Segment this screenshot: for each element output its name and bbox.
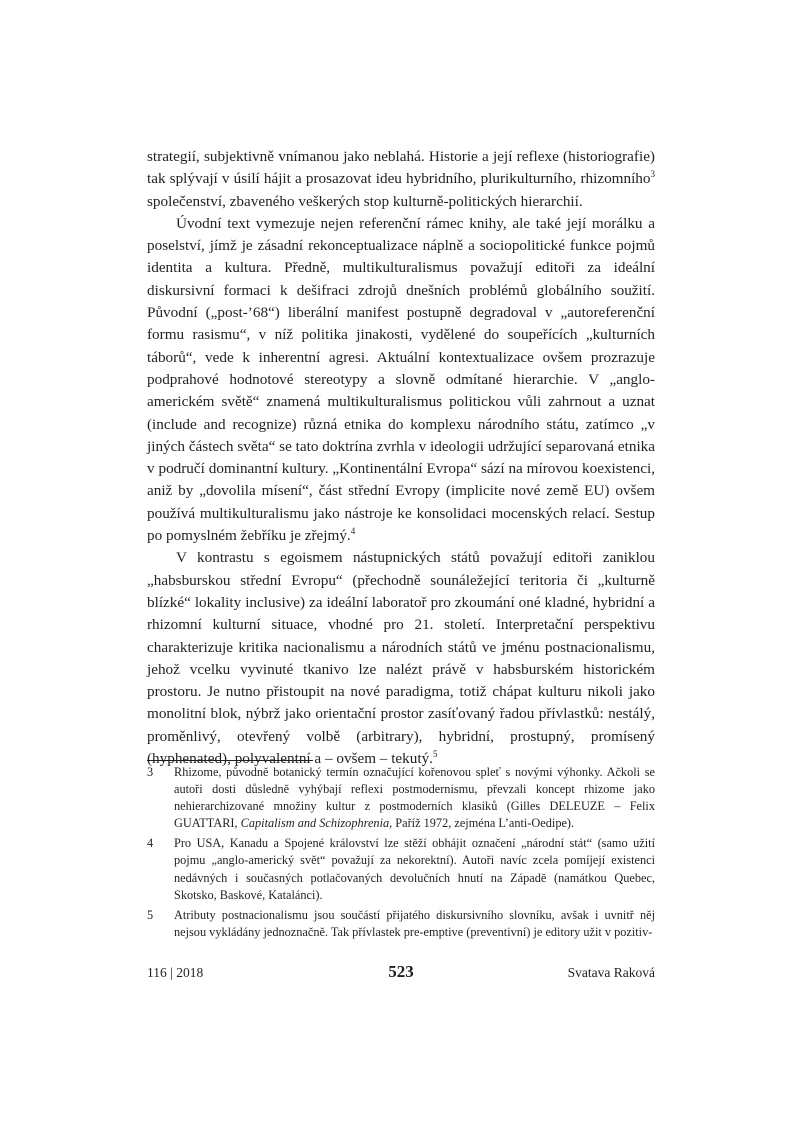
footnote-text: Rhizome, původně botanický termín označující kořenovou spleť s novými výhonky. Ačkoli se autoři dosti důsledně vyhýbají reflexi postmodernismu, převzali koncept rhizome jako nehierarchizované množiny kultur z postmoderních klasiků (Gilles DELEUZE – Felix GUATTARI, bbox=[174, 765, 655, 831]
footnote-ref-4[interactable]: 4 bbox=[350, 525, 356, 536]
footnote-number: 4 bbox=[147, 836, 154, 851]
paragraph-1 bbox=[147, 146, 655, 213]
footnotes bbox=[147, 764, 655, 944]
footnote-number: 3 bbox=[147, 765, 154, 779]
author-name: Svatava Raková bbox=[567, 965, 655, 980]
footnote-divider bbox=[147, 760, 313, 761]
paragraph-1-tail: společenství, zbaveného veškerých stop kulturně-politických hierarchií. bbox=[147, 192, 583, 210]
paragraph-2-text: Úvodní text vymezuje nejen referenční rámec knihy, ale také její morálku a poselství, jímž je zásadní rekonceptualizace náplně a sociopolitické funkce pojmů identita a kultura. Předně, multikulturalismus považují editoři za ideální diskursivní formaci k dešifraci zdrojů dnešních problémů globálního soužití. Původní („post-’68“) liberální manifest postupně degradoval v „autoreferenční formu rasismu“, v níž politika jinakosti, vydělené do soupeřících „kulturních táborů“, vede k inherentní agresi. Aktuální kontextualizace ovšem prozrazuje podprahové hodnotové stereotypy a slovně odmítané hierarchie. V „anglo-americkém světě“ znamená multikulturalismus politickou vůli zahrnout a uznat (include and recognize) různá etnika do komplexu národního státu, zatímco „v jiných částech světa“ se tato doktrína zvrhla v ideologii udržující separovaná etnika v područí dominantní kultury. „Kontinentální Evropa“ sází na mírovou koexistenci, aniž by „dovolila mísení“, část střední Evropy (implicite nové země EU) ovšem používá multikulturalismu jako nástroje ke konsolidaci mocenských relací. Sestup po pomyslném žebříku je zřejmý. bbox=[147, 214, 655, 545]
issue-year: 116 | 2018 bbox=[147, 965, 204, 980]
page-footer bbox=[147, 962, 655, 986]
footnote-5 bbox=[147, 907, 655, 941]
footnote-ref-5[interactable]: 5 bbox=[432, 748, 438, 759]
footnote-book-title: Capitalism and Schizophrenia bbox=[240, 816, 390, 831]
footnote-ref-3[interactable]: 3 bbox=[650, 169, 655, 180]
footnote-3 bbox=[147, 764, 655, 832]
paragraph-3-text: V kontrastu s egoismem nástupnických států považují editoři zaniklou „habsburskou střední Evropu“ (přechodně sounáležející teritoria či „kulturně blízké“ lokality inclusive) za ideální laboratoř pro zkoumání oné kladné, hybridní a rhizomní kulturní situace, vhodné pro 21. století. Interpretační perspektivu charakterizuje kritika nacionalismu a národních států ve jménu postnacionalismu, jehož vcelku vyvinuté tkanivo lze nalézt právě v habsburském historickém prostoru. Je nutno přistoupit na nové paradigma, totiž chápat kulturu nikoli jako monolitní blok, nýbrž jako orientační prostor zasíťovaný řadou přívlastků: nestálý, proměnlivý, otevřený volbě (arbitrary), hybridní, prostupný, promísený (hyphenated), polyvalentní a – ovšem – tekutý. bbox=[147, 549, 655, 768]
paragraph-1-text: strategií, subjektivně vnímanou jako neblahá. Historie a její reflexe (historiografie) tak splývají v úsilí hájit a prosazovat ideu hybridního, plurikulturního, rhizomního bbox=[147, 148, 655, 188]
paragraph-3 bbox=[147, 547, 655, 770]
main-text bbox=[147, 146, 655, 770]
footnote-text: Atributy postnacionalismu jsou součástí přijatého diskursivního slovníku, avšak i uvnitř něj nejsou vykládány jednoznačně. Tak přívlastek pre-emptive (preventivní) je editory užit v pozitiv- bbox=[174, 907, 655, 939]
page-number: 523 bbox=[388, 962, 414, 981]
footnote-number: 5 bbox=[147, 907, 154, 922]
footnote-4 bbox=[147, 835, 655, 903]
footnote-text-end: , Paříž 1972, zejména L’anti-Oedipe). bbox=[389, 816, 575, 831]
paragraph-2 bbox=[147, 213, 655, 547]
footnote-text: Pro USA, Kanadu a Spojené království lze stěží obhájit označení „národní stát“ (samo užití pojmu „anglo-americký svět“ považují za nekorektní). Autoři navíc zcela pomíjejí existenci nedávných i současných potlačovaných devolučních hnutí na Západě (namátkou Quebec, Skotsko, Baskové, Katalánci). bbox=[174, 836, 655, 902]
